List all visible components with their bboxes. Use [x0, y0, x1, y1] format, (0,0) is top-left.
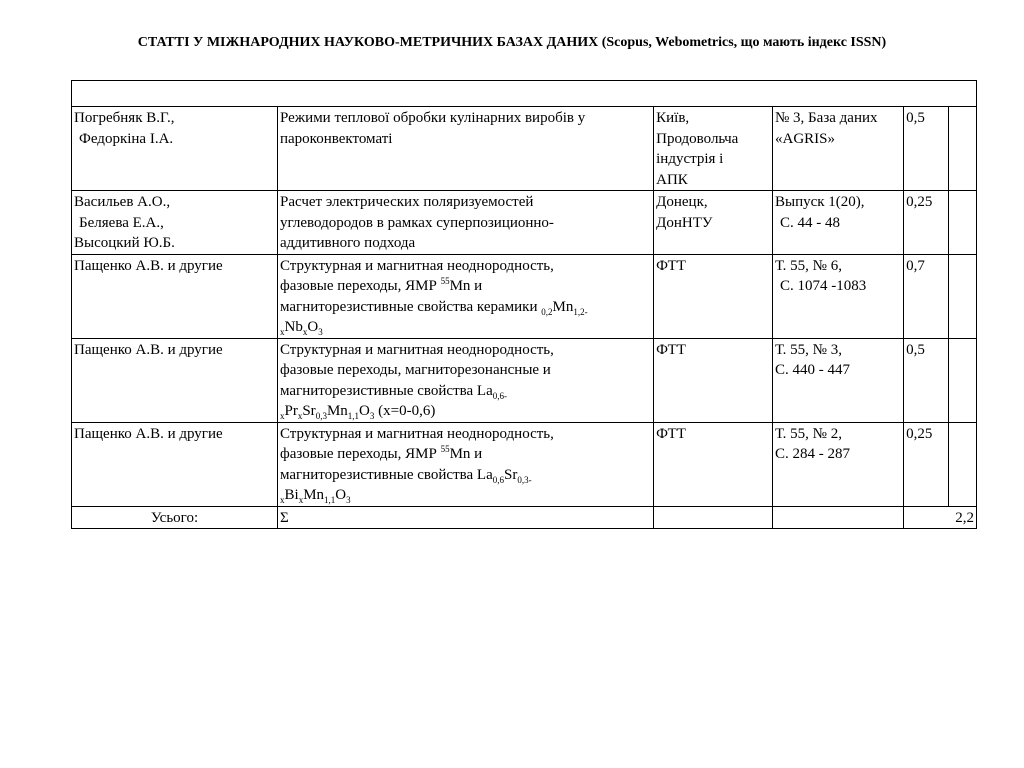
- isotope-superscript: 55: [440, 444, 450, 454]
- place-line: Донецк,: [656, 194, 708, 210]
- empty-cell: [949, 191, 977, 255]
- formula-subscript: 0,3: [315, 411, 327, 421]
- empty-cell: [654, 506, 773, 529]
- table-row: [72, 107, 977, 191]
- title-line: Структурная и магнитная неоднородность,: [280, 425, 554, 442]
- title-cell: [278, 191, 654, 255]
- empty-cell: [949, 254, 977, 338]
- title-text: O: [307, 319, 319, 335]
- title-line: [280, 276, 651, 297]
- title-text: (x=0-0,6): [374, 403, 436, 419]
- authors-cell: [72, 107, 278, 191]
- place-cell: [654, 338, 773, 422]
- title-line: пароконвектоматі: [280, 130, 393, 147]
- title-text: фазовые переходы, ЯМР: [280, 446, 441, 462]
- total-row: [72, 506, 977, 529]
- formula-subscript: x: [280, 495, 285, 505]
- volume-cell: 0,5: [904, 338, 949, 422]
- issue-line: Т. 55, № 6,: [775, 257, 842, 274]
- issue-line: С. 1074 -1083: [780, 278, 867, 294]
- title-line: фазовые переходы, магниторезонансные и: [280, 362, 551, 378]
- title-text: Mn: [303, 487, 325, 503]
- place-line: Київ,: [656, 110, 690, 126]
- empty-cell: [773, 506, 904, 529]
- total-label: Усього:: [72, 506, 278, 529]
- table-row: [72, 254, 977, 338]
- title-text: Mn и: [449, 278, 483, 294]
- place-line: ДонНТУ: [656, 214, 713, 231]
- formula-subscript: x: [302, 327, 308, 337]
- title-text: фазовые переходы, ЯМР: [280, 278, 441, 294]
- title-line: аддитивного подхода: [280, 235, 416, 251]
- title-line: Структурная и магнитная неоднородность,: [280, 257, 554, 274]
- table-row: [72, 422, 977, 506]
- issue-line: Т. 55, № 2,: [775, 425, 842, 442]
- empty-cell: [949, 107, 977, 191]
- title-line: [280, 381, 651, 402]
- page-title: СТАТТІ У МІЖНАРОДНИХ НАУКОВО-МЕТРИЧНИХ БАЗАХ ДАНИХ (Scopus, Webometrics, що мають індекс ISSN): [137, 35, 887, 50]
- publications-table: [71, 80, 977, 529]
- table-row: [72, 338, 977, 422]
- title-line: углеводородов в рамках суперпозиционно-: [280, 214, 554, 231]
- title-text: Mn: [552, 298, 574, 315]
- title-cell: [278, 107, 654, 191]
- title-cell: [278, 254, 654, 338]
- author-line: Пащенко А.В. и другие: [74, 257, 223, 274]
- authors-cell: [72, 254, 278, 338]
- place-line: Продовольча: [656, 130, 739, 147]
- issue-line: Т. 55, № 3,: [775, 341, 842, 358]
- formula-subscript: 1,1: [324, 495, 336, 505]
- blank-header-cell: [72, 81, 977, 107]
- title-text: магниторезистивные свойства La: [280, 466, 493, 483]
- title-cell: [278, 338, 654, 422]
- formula-subscript: 0,6: [492, 474, 504, 485]
- issue-cell: [773, 338, 904, 422]
- issue-cell: [773, 254, 904, 338]
- title-line: [280, 401, 651, 422]
- volume-cell: 0,25: [904, 191, 949, 255]
- formula-subscript: 3: [346, 495, 351, 505]
- author-line: Пащенко А.В. и другие: [74, 341, 223, 358]
- title-line: [280, 444, 651, 465]
- formula-subscript: 3: [318, 327, 323, 337]
- formula-subscript: 3: [369, 411, 375, 421]
- volume-cell: 0,5: [904, 107, 949, 191]
- formula-subscript: x: [298, 495, 304, 505]
- place-line: АПК: [656, 171, 688, 188]
- formula-subscript: x: [280, 327, 285, 337]
- formula-subscript: 0,6-: [492, 390, 507, 401]
- volume-cell: 0,25: [904, 422, 949, 506]
- title-text: Sr: [503, 466, 518, 483]
- total-value: 2,2: [904, 506, 977, 529]
- formula-subscript: x: [280, 411, 285, 421]
- title-line: [280, 465, 651, 486]
- place-cell: [654, 254, 773, 338]
- place-cell: [654, 422, 773, 506]
- issue-cell: [773, 107, 904, 191]
- title-text: O: [335, 487, 347, 503]
- formula-subscript: 1,1: [347, 411, 360, 421]
- title-text: магниторезистивные свойства La: [280, 382, 493, 399]
- title-text: O: [359, 403, 370, 419]
- issue-cell: [773, 191, 904, 255]
- author-line: Высоцкий Ю.Б.: [74, 235, 175, 251]
- title-text: Sr: [302, 403, 316, 419]
- issue-line: «AGRIS»: [775, 130, 836, 147]
- title-line: Структурная и магнитная неоднородность,: [280, 341, 554, 358]
- authors-cell: [72, 422, 278, 506]
- issue-line: С. 284 - 287: [775, 446, 850, 462]
- place-line: індустрія і: [656, 151, 724, 167]
- author-line: Пащенко А.В. и другие: [74, 425, 223, 442]
- issue-line: С. 440 - 447: [775, 362, 850, 378]
- authors-cell: [72, 191, 278, 255]
- author-line: Беляева Е.А.,: [79, 214, 164, 231]
- title-line: [280, 317, 651, 338]
- author-line: Погребняк В.Г.,: [74, 110, 175, 126]
- table-header-row-blank: [72, 81, 977, 107]
- place-cell: [654, 107, 773, 191]
- issue-line: № 3, База даних: [775, 110, 878, 126]
- place-line: ФТТ: [656, 257, 686, 274]
- table-row: [72, 191, 977, 255]
- formula-subscript: 1,2-: [573, 306, 588, 317]
- formula-subscript: x: [297, 411, 303, 421]
- total-sigma: Σ: [278, 506, 654, 529]
- place-cell: [654, 191, 773, 255]
- issue-cell: [773, 422, 904, 506]
- formula-subscript: 0,2: [541, 306, 553, 317]
- title-text: Mn и: [449, 446, 483, 462]
- title-line: [280, 485, 651, 506]
- title-cell: [278, 422, 654, 506]
- title-text: Bi: [284, 487, 299, 503]
- empty-cell: [949, 422, 977, 506]
- title-text: магниторезистивные свойства керамики: [280, 298, 542, 315]
- title-text: Nb: [284, 319, 303, 335]
- title-line: [280, 297, 651, 318]
- title-line: Режими теплової обробки кулінарних виробів у: [280, 110, 586, 126]
- formula-subscript: 0,3-: [517, 474, 532, 485]
- title-line: Расчет электрических поляризуемостей: [280, 194, 534, 210]
- place-line: ФТТ: [656, 341, 686, 358]
- author-line: Васильев А.О.,: [74, 194, 171, 210]
- volume-cell: 0,7: [904, 254, 949, 338]
- issue-line: С. 44 - 48: [780, 214, 840, 231]
- title-text: Mn: [326, 403, 348, 419]
- title-text: Pr: [284, 403, 298, 419]
- issue-line: Выпуск 1(20),: [775, 194, 865, 210]
- author-line: Федоркіна І.А.: [79, 130, 174, 147]
- place-line: ФТТ: [656, 425, 686, 442]
- authors-cell: [72, 338, 278, 422]
- empty-cell: [949, 338, 977, 422]
- isotope-superscript: 55: [440, 276, 450, 286]
